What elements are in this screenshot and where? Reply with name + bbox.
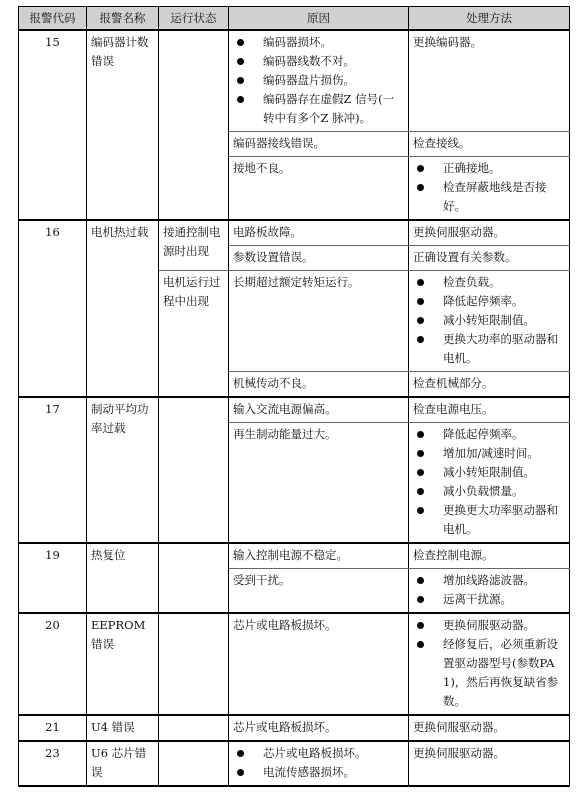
table-row: [19, 715, 570, 741]
cause-cell: 输入控制电源不稳定。: [229, 543, 409, 569]
bullet-item: 正确接地。: [413, 159, 565, 178]
solution-cell-list: [413, 425, 565, 539]
alarm-name: EEPROM 错误: [87, 613, 159, 715]
run-state: 接通控制电源时出现: [159, 220, 229, 271]
alarm-name: U4 错误: [87, 715, 159, 741]
bullet-item: 减小负载惯量。: [413, 482, 565, 501]
run-state: [159, 543, 229, 613]
cause-cell: 机械传动不良。: [229, 372, 409, 398]
alarm-name: 编码器计数错误: [87, 30, 159, 220]
bullet-item: 编码器线数不对。: [233, 52, 404, 71]
bullet-item: 降低起停频率。: [413, 292, 565, 311]
cause-cell: 长期超过额定转矩运行。: [229, 271, 409, 372]
alarm-code: 21: [19, 715, 87, 741]
bullet-item: 减小转矩限制值。: [413, 311, 565, 330]
bullet-item: 降低起停频率。: [413, 425, 565, 444]
solution-cell: 检查电源电压。: [409, 397, 570, 423]
cause-cell: 输入交流电源偏高。: [229, 397, 409, 423]
cause-cell-list: [233, 33, 404, 128]
alarm-name: 制动平均功率过载: [87, 397, 159, 543]
solution-cell-list: [413, 273, 565, 368]
table-row: [19, 543, 570, 569]
solution-cell: [409, 271, 570, 372]
bullet-item: 增加加/减速时间。: [413, 444, 565, 463]
cause-cell: 编码器接线错误。: [229, 132, 409, 157]
solution-cell: [409, 569, 570, 614]
alarm-code: 17: [19, 397, 87, 543]
alarm-code: 15: [19, 30, 87, 220]
bullet-item: 编码器损坏。: [233, 33, 404, 52]
bullet-item: 编码器存在虚假Z 信号(一转中有多个Z 脉冲)。: [233, 90, 404, 128]
cause-cell: 受到干扰。: [229, 569, 409, 614]
bullet-item: 远离干扰源。: [413, 590, 565, 609]
bullet-item: 减小转矩限制值。: [413, 463, 565, 482]
run-state: [159, 741, 229, 786]
solution-cell-list: [413, 571, 565, 609]
alarm-name: U6 芯片错误: [87, 741, 159, 786]
table-row: [19, 30, 570, 132]
run-state: 电机运行过程中出现: [159, 271, 229, 398]
solution-cell: 更换伺服驱动器。: [409, 715, 570, 741]
run-state: [159, 613, 229, 715]
cause-cell: 再生制动能量过大。: [229, 423, 409, 544]
bullet-item: 更换更大功率驱动器和电机。: [413, 501, 565, 539]
alarm-table-body: [19, 30, 570, 786]
alarm-table: [18, 6, 570, 787]
bullet-item: 更换大功率的驱动器和电机。: [413, 330, 565, 368]
table-row: [19, 741, 570, 786]
header-cause: 原因: [229, 7, 409, 31]
cause-cell-list: [233, 744, 404, 782]
solution-cell: 检查控制电源。: [409, 543, 570, 569]
solution-cell-list: [413, 616, 565, 711]
solution-cell-list: [413, 159, 565, 216]
cause-cell: 芯片或电路板损坏。: [229, 613, 409, 715]
bullet-item: 检查屏蔽地线是否接好。: [413, 178, 565, 216]
header-row: [19, 7, 570, 31]
header-alarm-code: 报警代码: [19, 7, 87, 31]
bullet-item: 增加线路滤波器。: [413, 571, 565, 590]
alarm-name: 热复位: [87, 543, 159, 613]
solution-cell: [409, 157, 570, 221]
bullet-item: 电流传感器损坏。: [233, 763, 404, 782]
bullet-item: 编码器盘片损伤。: [233, 71, 404, 90]
alarm-code: 23: [19, 741, 87, 786]
bullet-item: 经修复后，必须重新设置驱动器型号(参数PA1)，然后再恢复缺省参数。: [413, 635, 565, 711]
bullet-item: 更换伺服驱动器。: [413, 616, 565, 635]
table-row: [19, 220, 570, 246]
table-row: [19, 613, 570, 715]
solution-cell: 更换伺服驱动器。: [409, 220, 570, 246]
cause-cell: 电路板故障。: [229, 220, 409, 246]
bullet-item: 检查负载。: [413, 273, 565, 292]
solution-cell: 检查接线。: [409, 132, 570, 157]
alarm-code: 20: [19, 613, 87, 715]
header-run-state: 运行状态: [159, 7, 229, 31]
table-row: [19, 397, 570, 423]
solution-cell: 正确设置有关参数。: [409, 246, 570, 271]
solution-cell: 更换伺服驱动器。: [409, 741, 570, 786]
cause-cell: [229, 741, 409, 786]
header-solution: 处理方法: [409, 7, 570, 31]
run-state: [159, 397, 229, 543]
run-state: [159, 30, 229, 220]
cause-cell: 参数设置错误。: [229, 246, 409, 271]
solution-cell: 更换编码器。: [409, 30, 570, 132]
header-alarm-name: 报警名称: [87, 7, 159, 31]
solution-cell: [409, 613, 570, 715]
bullet-item: 芯片或电路板损坏。: [233, 744, 404, 763]
cause-cell: 接地不良。: [229, 157, 409, 221]
solution-cell: [409, 423, 570, 544]
solution-cell: 检查机械部分。: [409, 372, 570, 398]
cause-cell: 芯片或电路板损坏。: [229, 715, 409, 741]
alarm-name: 电机热过载: [87, 220, 159, 397]
cause-cell: [229, 30, 409, 132]
alarm-code: 16: [19, 220, 87, 397]
run-state: [159, 715, 229, 741]
alarm-code: 19: [19, 543, 87, 613]
